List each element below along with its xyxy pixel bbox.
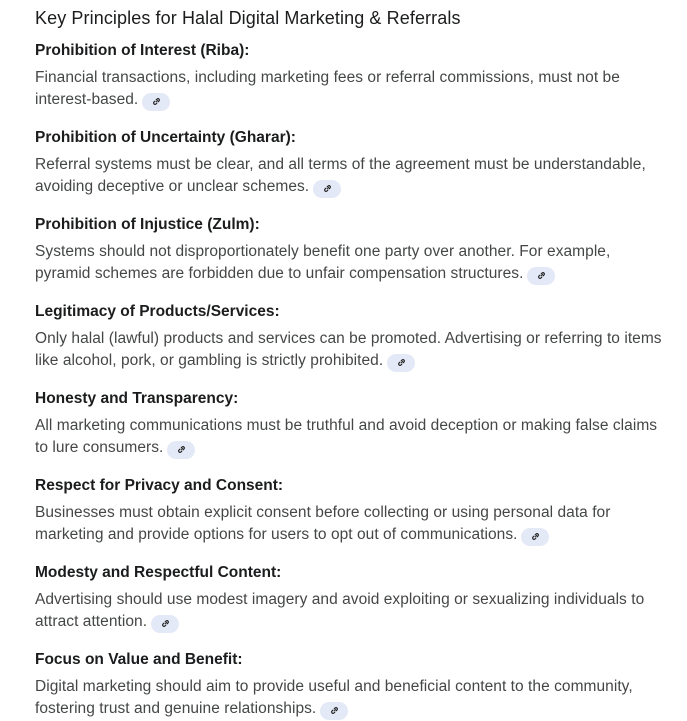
source-link-button[interactable] (521, 528, 549, 546)
source-link-button[interactable] (167, 441, 195, 459)
principle-description-text: All marketing communications must be truthful and avoid deception or making false claims to lure consumers. (35, 417, 658, 456)
link-icon (329, 705, 340, 716)
link-icon (536, 270, 547, 281)
source-link-button[interactable] (151, 615, 179, 633)
principle-item (35, 563, 667, 633)
principle-description-text: Businesses must obtain explicit consent before collecting or using personal data for marketing and provide options for users to opt out of communications. (35, 504, 611, 543)
principle-item (35, 389, 667, 459)
principle-item (35, 302, 667, 372)
principle-description (35, 67, 667, 111)
principle-item (35, 650, 667, 720)
link-icon (176, 444, 187, 455)
principle-item (35, 41, 667, 111)
source-link-button[interactable] (313, 180, 341, 198)
principle-description (35, 676, 667, 720)
principle-heading: Respect for Privacy and Consent: (35, 477, 284, 494)
principle-description-text: Referral systems must be clear, and all terms of the agreement must be understandable, avoiding deceptive or unclear schemes. (35, 156, 646, 195)
principle-description (35, 241, 667, 285)
principle-description (35, 502, 667, 546)
principle-description-text: Only halal (lawful) products and services can be promoted. Advertising or referring to items like alcohol, pork, or gambling is strictly prohibited. (35, 330, 662, 369)
link-icon (160, 618, 171, 629)
principle-heading: Modesty and Respectful Content: (35, 564, 282, 581)
principle-item (35, 476, 667, 546)
principle-heading: Honesty and Transparency: (35, 390, 239, 407)
source-link-button[interactable] (387, 354, 415, 372)
section-title: Key Principles for Halal Digital Marketing & Referrals (35, 8, 461, 28)
principle-description (35, 154, 667, 198)
principle-description-text: Financial transactions, including marketing fees or referral commissions, must not be interest-based. (35, 69, 620, 108)
principle-item (35, 215, 667, 285)
source-link-button[interactable] (527, 267, 555, 285)
principle-description (35, 328, 667, 372)
link-icon (151, 96, 162, 107)
principle-description-text: Systems should not disproportionately benefit one party over another. For example, pyramid schemes are forbidden due to unfair compensation structures. (35, 243, 611, 282)
principle-description (35, 415, 667, 459)
principle-heading: Prohibition of Interest (Riba): (35, 42, 250, 59)
principle-heading: Prohibition of Uncertainty (Gharar): (35, 129, 296, 146)
link-icon (396, 357, 407, 368)
principle-heading: Focus on Value and Benefit: (35, 651, 243, 668)
principle-description-text: Advertising should use modest imagery and avoid exploiting or sexualizing individuals to attract attention. (35, 591, 645, 630)
principle-description (35, 589, 667, 633)
source-link-button[interactable] (320, 702, 348, 720)
link-icon (322, 183, 333, 194)
principle-item (35, 128, 667, 198)
source-link-button[interactable] (142, 93, 170, 111)
principle-description-text: Digital marketing should aim to provide useful and beneficial content to the community, fostering trust and genuine relationships. (35, 678, 633, 717)
principle-heading: Legitimacy of Products/Services: (35, 303, 280, 320)
principle-heading: Prohibition of Injustice (Zulm): (35, 216, 260, 233)
link-icon (530, 531, 541, 542)
